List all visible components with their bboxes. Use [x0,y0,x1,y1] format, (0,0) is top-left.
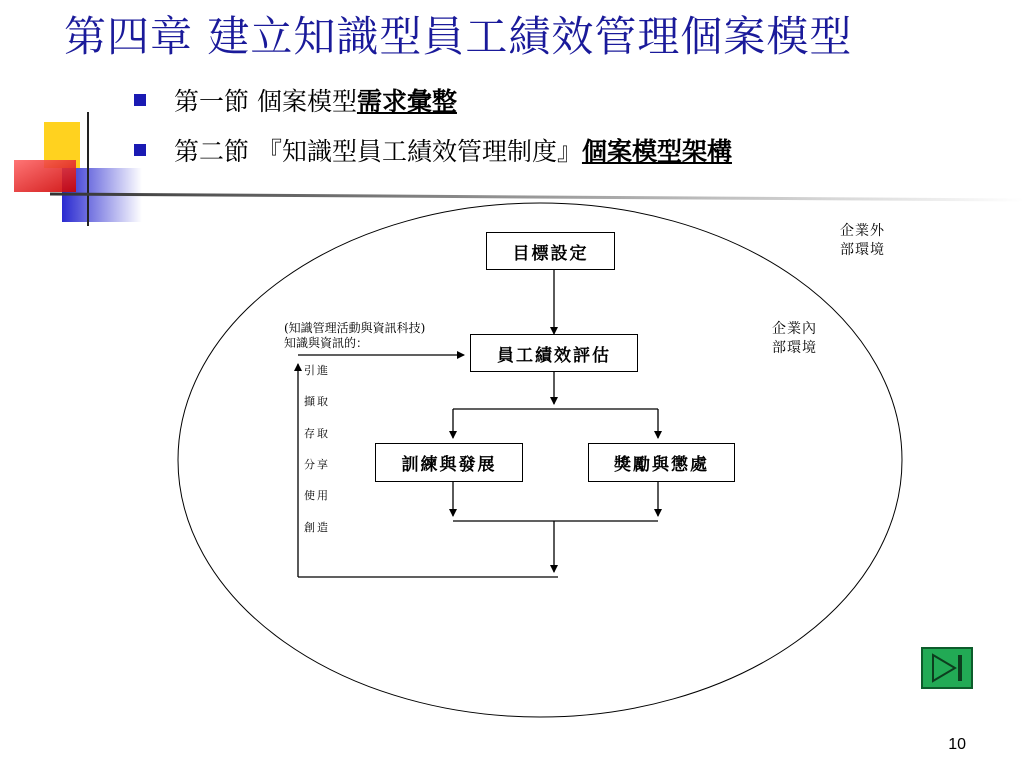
bullet-1-emphasis: 需求彙整 [356,87,457,116]
external-env-label [840,222,885,260]
internal-env-line2: 部環境 [772,340,817,356]
next-slide-button[interactable] [921,647,973,689]
activity-store: 存取 [304,427,330,440]
box-reward-punishment: 獎勵與懲處 [588,443,735,482]
external-env-line2: 部環境 [840,242,885,258]
box-goal-setting: 目標設定 [486,232,615,270]
km-note [284,321,425,351]
external-env-line1: 企業外 [840,223,885,239]
organization-boundary-ellipse [178,203,902,717]
bullet-1-prefix: 第一節 個案模型 [174,87,357,116]
km-note-line1: (知識管理活動與資訊科技) [284,321,426,335]
play-next-icon [923,649,971,687]
activity-use: 使用 [304,489,330,502]
km-note-line2: 知識與資訊的： [284,336,369,350]
bullet-2-prefix: 第二節 『知識型員工績效管理制度』 [174,137,582,166]
activity-share: 分享 [304,458,330,471]
internal-env-label [772,320,817,358]
internal-env-line1: 企業內 [772,321,817,337]
activity-capture: 擷取 [304,395,330,408]
box-performance-evaluation: 員工績效評估 [470,334,638,372]
activity-create: 創造 [304,521,330,534]
box-training-development: 訓練與發展 [375,443,523,482]
slide-title: 第四章 建立知識型員工績效管理個案模型 [64,12,853,61]
activity-import: 引進 [304,364,330,377]
page-number: 10 [948,736,966,753]
bullet-2-emphasis: 個案模型架構 [581,137,732,166]
